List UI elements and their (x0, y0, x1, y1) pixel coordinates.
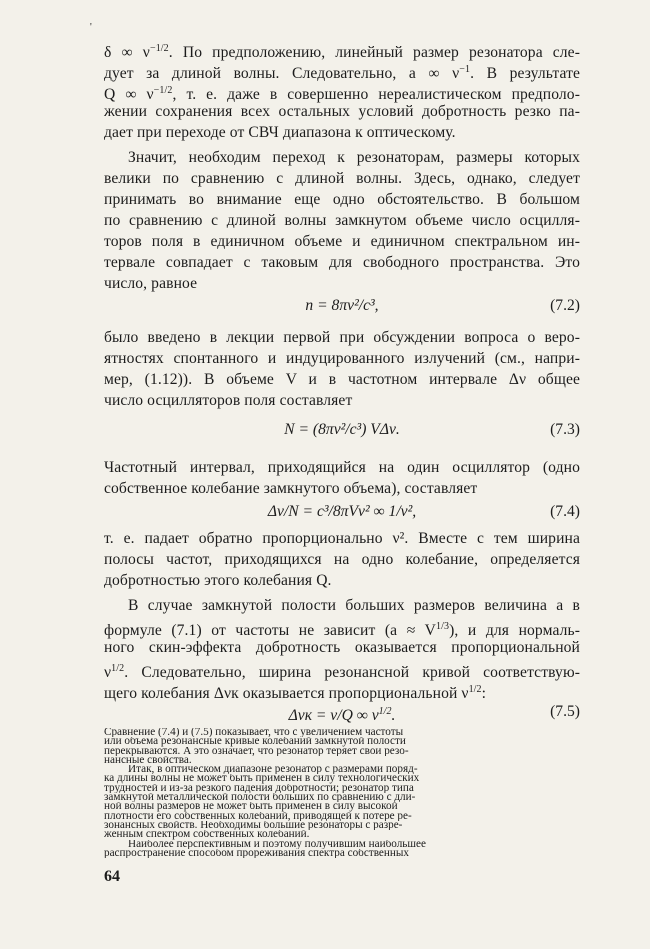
margin-mark: ' (90, 22, 92, 33)
text-line: т. е. падает обратно пропорционально ν². Вместе с тем ширина (104, 530, 580, 547)
text-line: ного скин-эффекта добротность оказывается пропорциональной (104, 639, 580, 656)
text-line: Значит, необходим переход к резонаторам, размеры которых (128, 149, 580, 166)
text-line: перекрываются. А это означает, что резонатор теряет свои резо- (104, 746, 409, 756)
text-line: щего колебания Δνк оказывается пропорциональной $\nu^{1/2}$: (104, 684, 487, 703)
text-line: формуле (7.1) от частоты не зависит $(a \approx V^{1/3})$, и для нормаль- (104, 621, 581, 640)
text-line: по сравнению с длиной волны замкнутом объеме число осцилля- (104, 212, 580, 229)
equation-7-3 (104, 408, 580, 452)
text-line: торов поля в единичном объеме и единичном спектральном ин- (104, 233, 580, 250)
text-line: женным спектром собственных колебаний. (104, 830, 310, 840)
text-line: зонансных свойств. Необходимы большие резонаторы с разре- (104, 820, 403, 831)
text-line: Частотный интервал, приходящийся на один осциллятор (одно (104, 459, 580, 476)
equation-formula: n = 8πν²/c³, (305, 297, 379, 314)
equation-formula: N = (8πν²/c³) VΔν. (284, 421, 400, 438)
text-line: распространение способом прореживания спектра собственных (104, 848, 409, 859)
text-line: число, равное (104, 275, 198, 292)
text-line: полосы частот, приходящихся на одно колебание, определяется (104, 551, 580, 568)
equation-number: (7.2) (550, 297, 580, 314)
equation-formula: Δνк = ν/Q ∞ $\nu^{1/2}$. (288, 706, 396, 725)
text-line: трудностей и из-за резкого падения добротности; резонатор типа (104, 783, 414, 794)
text-line: нансные свойства. (104, 755, 192, 766)
text-line: мер, (1.12)). В объеме V и в частотном интервале Δν общее (104, 371, 580, 388)
text-line: дует за длиной волны. Следовательно, a ∞ $\nu^{-1}$. В результате (104, 64, 581, 83)
text-line: тервале совпадает с таковым для свободного пространства. Это (104, 254, 580, 271)
text-line: Наиболее перспективным и поэтому получившим наибольшее (128, 839, 426, 849)
text-line: Сравнение (7.4) и (7.5) показывает, что с увеличением частоты (104, 728, 404, 738)
text-line: жении сохранения всех остальных условий добротность резко па- (104, 103, 580, 120)
text-line: добротностью этого колебания Q. (104, 572, 332, 589)
text-line: велики по сравнению с длиной волны. Здесь, однако, следует (104, 170, 580, 187)
page-number: 64 (104, 868, 120, 885)
text-line: Итак, в оптическом диапазоне резонатор с размерами поряд- (128, 765, 418, 775)
equation-7-2 (104, 294, 580, 318)
equation-number: (7.3) (550, 421, 580, 438)
equation-7-4 (104, 500, 580, 524)
equation-formula: Δν/N = c³/8πVν² ∞ 1/ν², (267, 503, 417, 520)
text-line: В случае замкнутой полости больших размеров величина a в (128, 597, 580, 614)
text-line: ной волны размеров не может быть применен в силу высокой (104, 802, 398, 812)
equation-7-5 (104, 700, 580, 724)
text-line: δ ∞ $\nu^{-1/2}$. По предположению, линейный размер резонатора сле- (104, 43, 580, 62)
text-line: число осцилляторов поля составляет (104, 392, 353, 409)
text-line: ка длины волны не может быть применен в силу технологических (104, 774, 420, 784)
text-line: принимать во внимание еще одно обстоятельство. В большом (104, 191, 580, 208)
text-line: плотности его собственных колебаний, приводящей к потере ре- (104, 811, 412, 821)
text-line: Q ∞ $\nu^{-1/2}$, т. е. даже в совершенно нереалистическом предполо- (104, 85, 580, 104)
equation-number: (7.5) (550, 703, 580, 720)
text-line: замкнутой металлической полости больших по сравнению с дли- (104, 793, 416, 803)
text-line: собственное колебание замкнутого объема), составляет (104, 480, 478, 497)
remaining-text (104, 728, 580, 858)
text-line: или объема резонансные кривые колебаний замкнутой полости (104, 737, 406, 747)
text-line: $\nu^{1/2}$. Следовательно, ширина резонансной кривой соответствую- (104, 663, 580, 682)
text-line: ятностях спонтанного и индуцированного излучений (см., напри- (104, 350, 580, 367)
text-line: было введено в лекции первой при обсуждении вопроса о веро- (104, 329, 580, 346)
equation-number: (7.4) (550, 503, 580, 520)
text-line: дает при переходе от СВЧ диапазона к оптическому. (104, 124, 456, 141)
